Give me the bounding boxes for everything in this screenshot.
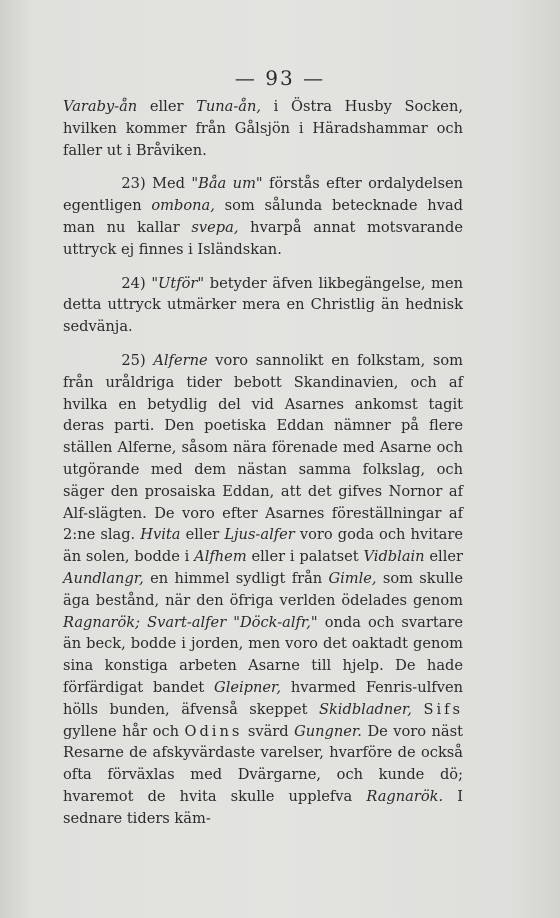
italic-term: Tuna-ån, bbox=[196, 98, 262, 115]
italic-term: Varaby-ån bbox=[63, 98, 138, 115]
italic-term: ombona, bbox=[151, 197, 215, 215]
paragraph-continuation bbox=[63, 96, 463, 161]
text-run: som skulle äga bestånd, när den öfriga verlden ödelades genom bbox=[63, 569, 463, 609]
text-run: 23) Med bbox=[121, 175, 192, 193]
text-run: voro sannolikt en folkstam, som från uråldriga tider bebott Skandinavien, och af hvilka en betydlig del vid Asarnes ankomst tagit deras parti. Den poetiska Eddan nämner på flere ställen Alferne, såsom nära förenade med Asarne och utgörande med dem nästan samma folkslag, och säger den prosaiska Eddan, att det gifves Nornor af Alf-slägten. De voro efter Asarnes föreställningar af 2:ne slag. bbox=[63, 351, 464, 544]
text-run: 24) bbox=[121, 274, 152, 292]
text-run: onda och svartare än beck, bodde i jorden, men voro det oaktadt genom sina konstiga arbeten Asarne till hjelp. De hade förfärdigat bandet bbox=[63, 613, 464, 696]
spaced-name: Odins bbox=[184, 722, 243, 740]
page-number: — 93 — bbox=[234, 66, 326, 90]
italic-term: Ljus-alfer bbox=[224, 526, 295, 544]
italic-term: Gleipner, bbox=[214, 678, 282, 696]
note-25 bbox=[63, 350, 463, 830]
italic-term: "Båa um" bbox=[191, 175, 263, 193]
italic-term: Ragnarök. bbox=[366, 787, 444, 805]
text-run: eller i palatset bbox=[246, 548, 364, 566]
italic-term: Gungner. bbox=[294, 722, 362, 740]
text-run: gyllene hår och bbox=[63, 722, 185, 740]
text-run: eller bbox=[137, 98, 197, 115]
text-run: förstås efter ordalydelsen egentligen bbox=[63, 175, 464, 215]
italic-term: "Döck-alfr," bbox=[233, 613, 318, 631]
text-run: som sålunda betecknade hvad man nu kallar bbox=[63, 197, 463, 236]
italic-term: Vidblain bbox=[363, 548, 425, 566]
text-run: eller bbox=[180, 526, 225, 544]
italic-term: Svart-alfer bbox=[147, 613, 227, 631]
spaced-name: Sifs bbox=[423, 700, 464, 718]
italic-term: Hvita bbox=[140, 526, 181, 544]
italic-term: Gimle, bbox=[328, 569, 377, 587]
note-23 bbox=[63, 173, 463, 260]
text-run: i Östra Husby Socken, hvilken kommer från Gålsjön i Häradshammar och faller ut i Bråviken. bbox=[63, 98, 463, 159]
text-run bbox=[412, 701, 424, 718]
italic-term: Alferne bbox=[153, 351, 208, 369]
italic-term: "Utför" bbox=[151, 274, 205, 292]
text-run: hvarmed Fenris-ulfven hölls bunden, äfvenså skeppet bbox=[63, 678, 463, 718]
text-run: svärd bbox=[242, 722, 295, 740]
italic-term: Alfhem bbox=[194, 548, 247, 566]
text-run: 25) bbox=[121, 351, 154, 369]
text-run: hvarpå annat motsvarande uttryck ej finnes i Isländskan. bbox=[63, 218, 463, 258]
text-run: De voro näst Resarne de afskyvärdaste varelser, hvarföre de också ofta förväxlas med Dvärgarne, och kunde dö; hvaremot de hvita skulle upplefva bbox=[63, 722, 463, 805]
text-run: voro goda och hvitare än solen, bodde i bbox=[63, 526, 463, 566]
page-body bbox=[63, 96, 463, 830]
text-run: I sednare tiders käm- bbox=[63, 787, 464, 827]
italic-term: Skidbladner, bbox=[318, 700, 412, 718]
text-run: en himmel sydligt från bbox=[143, 569, 329, 587]
text-run: eller bbox=[424, 548, 464, 566]
italic-term: svepa, bbox=[191, 218, 239, 236]
text-run: betyder äfven likbegängelse, men detta uttryck utmärker mera en Christlig än hednisk sedvänja. bbox=[63, 274, 463, 336]
italic-term: Ragnarök; bbox=[63, 613, 140, 631]
note-24 bbox=[63, 273, 463, 338]
italic-term: Aundlangr, bbox=[63, 569, 144, 587]
